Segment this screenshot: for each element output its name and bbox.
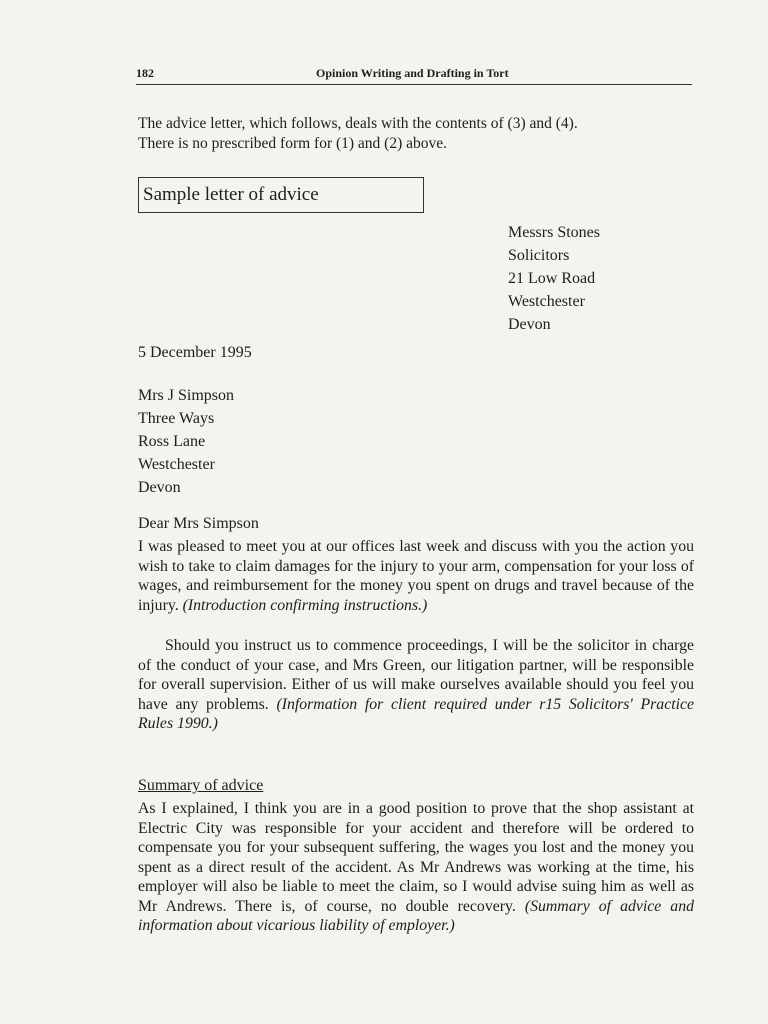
editorial-note: (Introduction confirming instructions.) [182, 596, 428, 614]
paragraph-summary [138, 799, 694, 936]
paragraph-text: As I explained, I think you are in a good position to prove that the shop assistant at Electric City was responsible for your accident and therefore will be ordered to compensate you for your subsequent suffering, the wages you lost and the money you spent as a direct result of the accident. As Mr Andrews was working at the time, his employer will also be liable to meet the claim, so I would advise suing him as well as Mr Andrews. There is, of course, no double recovery. [138, 800, 694, 915]
sender-address-line: Westchester [508, 293, 585, 310]
editorial-note: (Information for client required under r15 Solicitors' Practice Rules 1990.) [138, 695, 695, 732]
paragraph-introduction [138, 537, 694, 615]
letter-date: 5 December 1995 [138, 344, 252, 361]
sender-address [508, 221, 600, 336]
recipient-address-line: Three Ways [138, 410, 215, 427]
intro-line: There is no prescribed form for (1) and (2) above. [138, 135, 448, 152]
recipient-address-line: Mrs J Simpson [138, 387, 235, 404]
running-title: Opinion Writing and Drafting in Tort [316, 66, 509, 80]
intro-paragraph [138, 114, 698, 154]
sample-letter-heading: Sample letter of advice [138, 177, 424, 213]
editorial-note: (Summary of advice and information about vicarious liability of employer.) [138, 897, 695, 934]
paragraph-text: I was pleased to meet you at our offices last week and discuss with you the action you wish to take to claim damages for the injury to your arm, compensation for your loss of wages, and reimbursement for the money you spent on drugs and travel because of the injury. [138, 538, 694, 614]
sender-address-line: 21 Low Road [508, 270, 596, 287]
recipient-address [138, 384, 234, 499]
salutation: Dear Mrs Simpson [138, 515, 259, 532]
recipient-address-line: Westchester [138, 456, 215, 473]
recipient-address-line: Ross Lane [138, 433, 206, 450]
recipient-address-line: Devon [138, 479, 181, 496]
summary-heading: Summary of advice [138, 777, 264, 794]
page-number: 182 [136, 66, 154, 80]
intro-line: The advice letter, which follows, deals with the contents of (3) and (4). [138, 115, 578, 132]
sender-address-line: Devon [508, 316, 551, 333]
sender-address-line: Solicitors [508, 247, 570, 264]
sender-address-line: Messrs Stones [508, 224, 601, 241]
paragraph-supervision [138, 636, 694, 734]
running-header [136, 64, 692, 85]
paragraph-text: Should you instruct us to commence proceedings, I will be the solicitor in charge of the conduct of your case, and Mrs Green, our litigation partner, will be responsible for overall supervision. Either of us will make ourselves available should you feel you have any problems. [138, 637, 694, 713]
